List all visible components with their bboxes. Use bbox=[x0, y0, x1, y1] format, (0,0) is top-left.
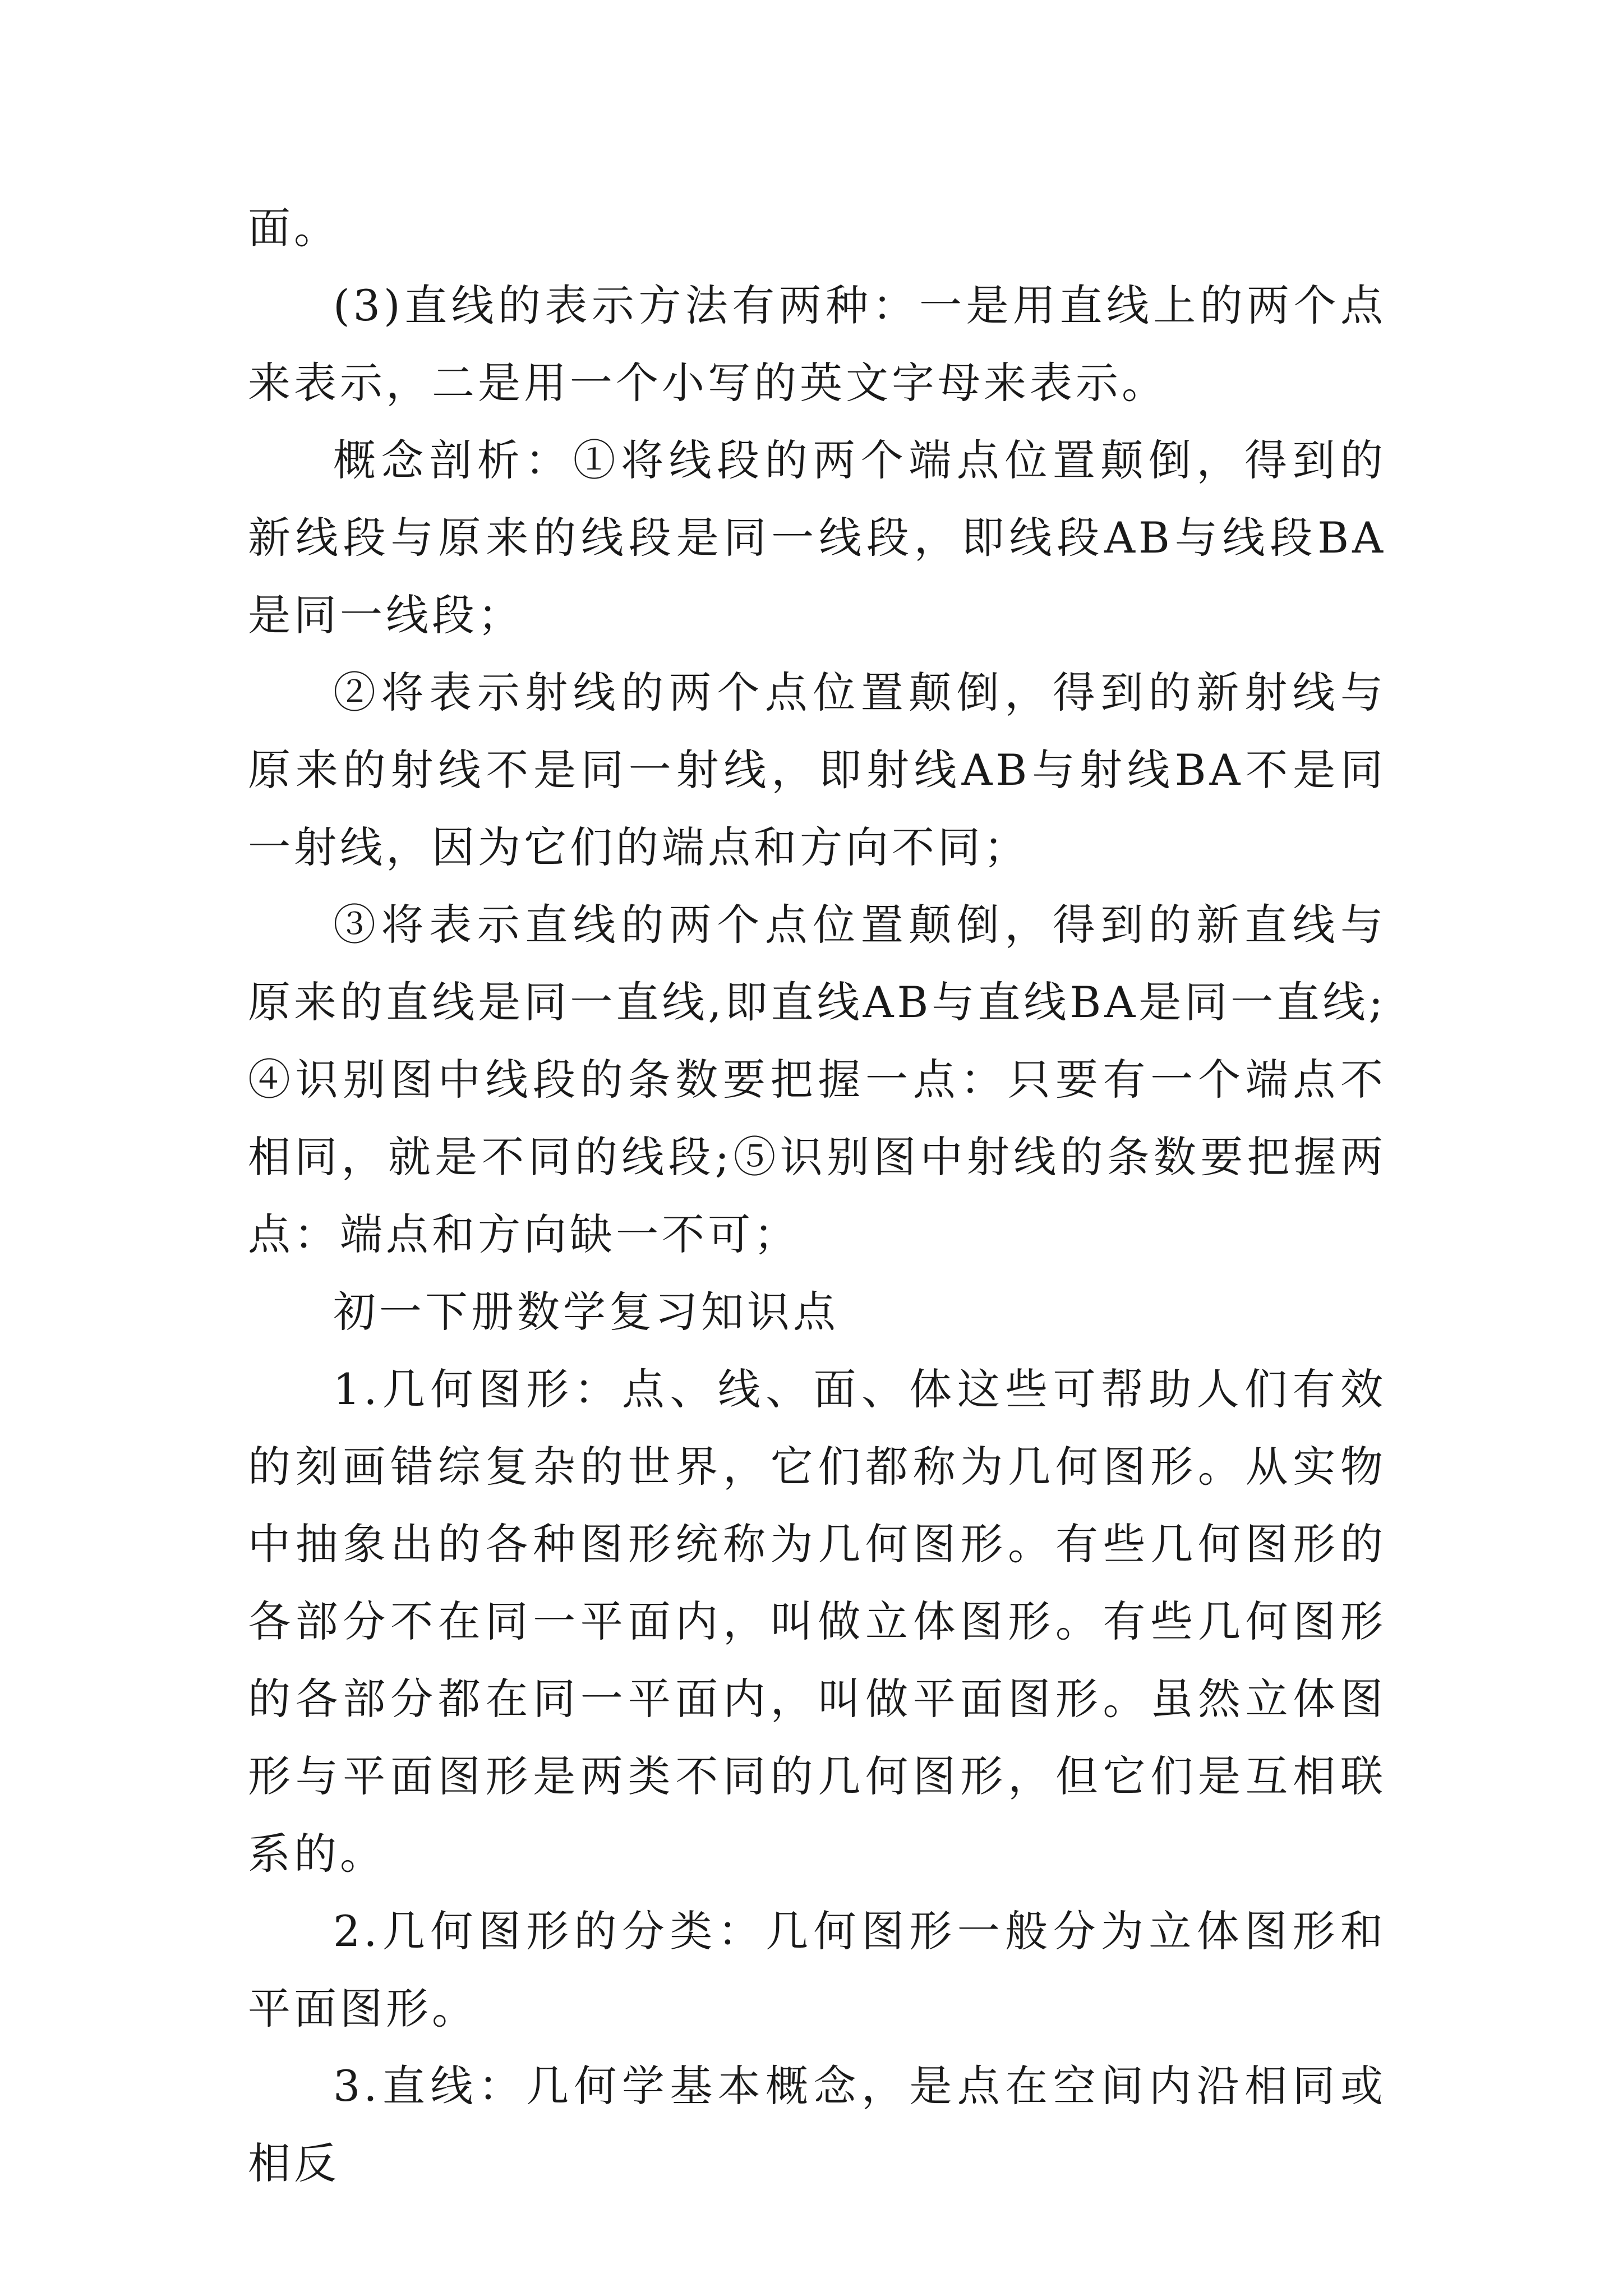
paragraph-concept-analysis: 概念剖析：①将线段的两个端点位置颠倒，得到的新线段与原来的线段是同一线段，即线段AB与线段BA是同一线段； bbox=[248, 435, 1386, 640]
paragraph-straight-line: 3.直线：几何学基本概念，是点在空间内沿相同或相反 bbox=[248, 2061, 1386, 2188]
paragraph-line-representation: (3)直线的表示方法有两种：一是用直线上的两个点来表示，二是用一个小写的英文字母来表示。 bbox=[248, 280, 1386, 408]
document-body bbox=[248, 190, 1386, 2202]
paragraph-line-note: ③将表示直线的两个点位置颠倒，得到的新直线与原来的直线是同一直线,即直线AB与直线BA是同一直线;④识别图中线段的条数要把握一点：只要有一个端点不相同，就是不同的线段;⑤识别图中射线的条数要把握两点：端点和方向缺一不可； bbox=[248, 900, 1386, 1259]
paragraph-ray-note: ②将表示射线的两个点位置颠倒，得到的新射线与原来的射线不是同一射线，即射线AB与射线BA不是同一射线，因为它们的端点和方向不同； bbox=[248, 668, 1386, 872]
paragraph-continuation: 面。 bbox=[248, 203, 340, 253]
paragraph-geometric-figures: 1.几何图形：点、线、面、体这些可帮助人们有效的刻画错综复杂的世界，它们都称为几何图形。从实物中抽象出的各种图形统称为几何图形。有些几何图形的各部分不在同一平面内，叫做立体图形。有些几何图形的各部分都在同一平面内，叫做平面图形。虽然立体图形与平面图形是两类不同的几何图形，但它们是互相联系的。 bbox=[248, 1364, 1386, 1879]
paragraph-figure-classification: 2.几何图形的分类：几何图形一般分为立体图形和平面图形。 bbox=[248, 1906, 1386, 2033]
section-heading: 初一下册数学复习知识点 bbox=[333, 1287, 839, 1337]
